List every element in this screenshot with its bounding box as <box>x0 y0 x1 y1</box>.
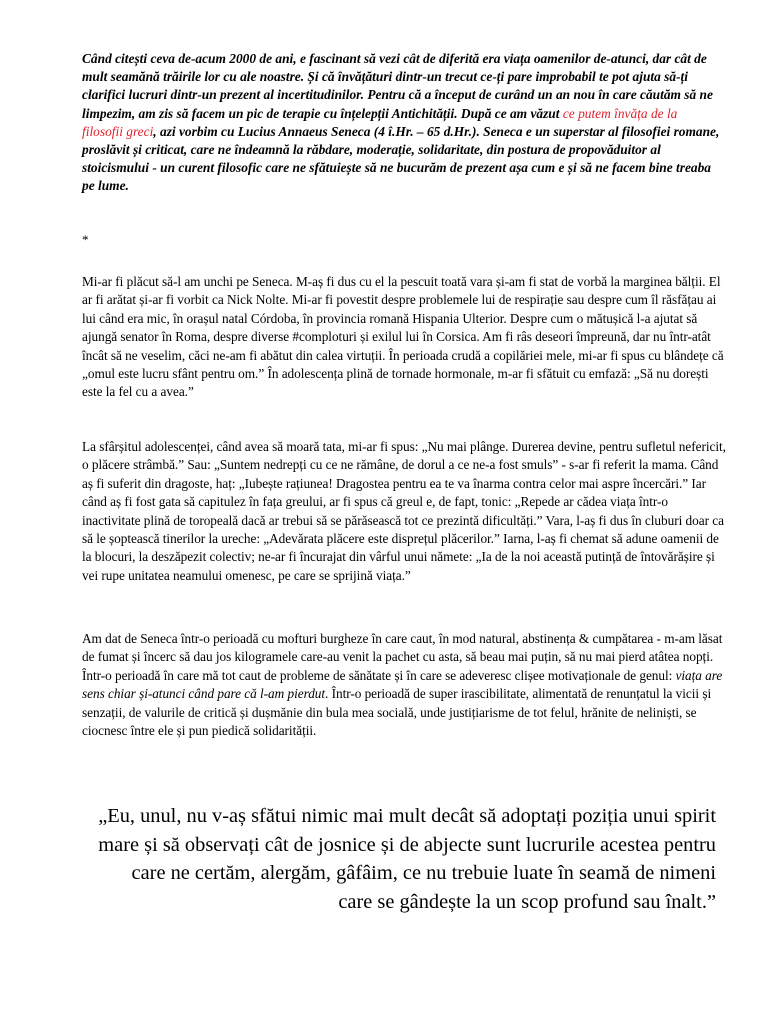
intro-text-start: Când citești ceva de-acum 2000 de ani, e fascinant să vezi cât de diferită era viața oamenilor de-atunci, dar cât de mult seamănă trăirile lor cu ale noastre. Și că învățături dintr-un trecut ce-ți pare improbabil te pot ajuta să-ți clarifici lucruri dintr-un prezent al incertitudinilor. Pentru că a început de curând un an nou în care căutăm să ne limpezim, am zis să facem un pic de terapie cu înțelepții Antichității. După ce am văzut <box>82 51 713 121</box>
intro-text-end: , azi vorbim cu Lucius Annaeus Seneca (4 î.Hr. – 65 d.Hr.). Seneca e un superstar al filosofiei romane, proslăvit și criticat, care ne îndeamnă la răbdare, moderație, solidaritate, din postura de propovăduitor al stoicismului - un curent filosofic care ne sfătuiește să ne bucurăm de prezent așa cum e și să ne facem bine treaba pe lume. <box>82 123 720 194</box>
body-paragraph-2: La sfârșitul adolescenței, când avea să moară tata, mi-ar fi spus: „Nu mai plânge. Durerea devine, pentru sufletul nefericit, o plăcere strâmbă.” Sau: „Suntem nedrepți cu ce ne rămâne, de dorul a ce ne-a fost smuls” - s-ar fi referit la mama. Când aș fi suferit din dragoste, haț: „Iubește rațiunea! Dragostea pentru ea te va înarma contra celor mai aspre încercări.” Iar când aș fi fost gata să capitulez în fața greului, ar fi spus că greul e, de fapt, tonic: „Repede ar cădea viața într-o inactivitate plină de toropeală dacă ar trebui să se părăsească tot ce prezintă dificultăți.” Vara, l-aș fi dus în cluburi doar ca să le șoptească tinerilor la ureche: „Adevărata plăcere este disprețul plăcerilor.” Iarna, l-aș fi chemat să adune oamenii de la blocuri, la deszăpezit colectiv; ne-ar fi încurajat din vârful unui nămete: „Ia de la noi această putință de întovărășire și vei rupe unitatea neamului omenesc, pe care se sprijină viața.” <box>82 439 726 583</box>
paragraph-3-start: Am dat de Seneca într-o perioadă cu mofturi burgheze în care caut, în mod natural, abstinența & cumpătarea - m-am lăsat de fumat și încerc să dau jos kilogramele care-au venit la pachet cu asta, să beau mai puțin, să nu mai pierd atâtea nopți. Într-o perioadă în care mă tot caut de probleme de sănătate și în care se adeveresc clișee motivaționale de genul: <box>82 631 723 683</box>
paragraph-3-end: . Într-o perioadă de super irascibilitate, alimentată de renunțatul la vicii și senzații, de valurile de critică și dușmănie din bula mea socială, unde justițiarisme de tot felul, hrănite de neliniști, se ciocnesc între ele și pun piedică solidarității. <box>82 686 712 739</box>
body-paragraph-3 <box>82 630 726 740</box>
paragraph-3-italic: viața are sens chiar și-atunci când pare că l-am pierdut <box>82 667 723 702</box>
intro-paragraph <box>82 50 720 196</box>
body-paragraph-1: Mi-ar fi plăcut să-l am unchi pe Seneca. M-aș fi dus cu el la pescuit toată vara și-am fi stat de vorbă la marginea bălții. El ar fi arătat și-ar fi vorbit ca Nick Nolte. Mi-ar fi povestit despre problemele lui de respirație sau despre cum îl răsfățau ai lui când era mic, în orașul natal Córdoba, în provincia romană Hispania Ulterior. Despre cum o mătușică l-a ajutat să ajungă senator în Roma, despre diverse #comploturi și exilul lui în Corsica. Am fi râs deseori împreună, dar nu într-atât încât să ne veselim, căci ne-am fi abătut din calea virtuții. În perioada crudă a copilăriei mele, mi-ar fi spus cu blândețe că „omul este lucru sfânt pentru om.” În adolescența plină de tornade hormonale, m-ar fi sfătuit cu emfază: „Să nu dorești este la fel cu a avea.” <box>82 274 724 400</box>
section-separator: * <box>82 232 89 247</box>
greek-philosophers-link[interactable]: ce putem învăța de la filosofii greci <box>82 105 678 139</box>
seneca-quote: „Eu, unul, nu v-aș sfătui nimic mai mult decât să adoptați poziția unui spirit mare și să observați cât de josnice și de abjecte sunt lucrurile acestea pentru care ne certăm, alergăm, gâfâim, ce nu trebuie luate în seamă de nimeni care se gândește la un scop profund sau înalt.” <box>98 805 716 913</box>
